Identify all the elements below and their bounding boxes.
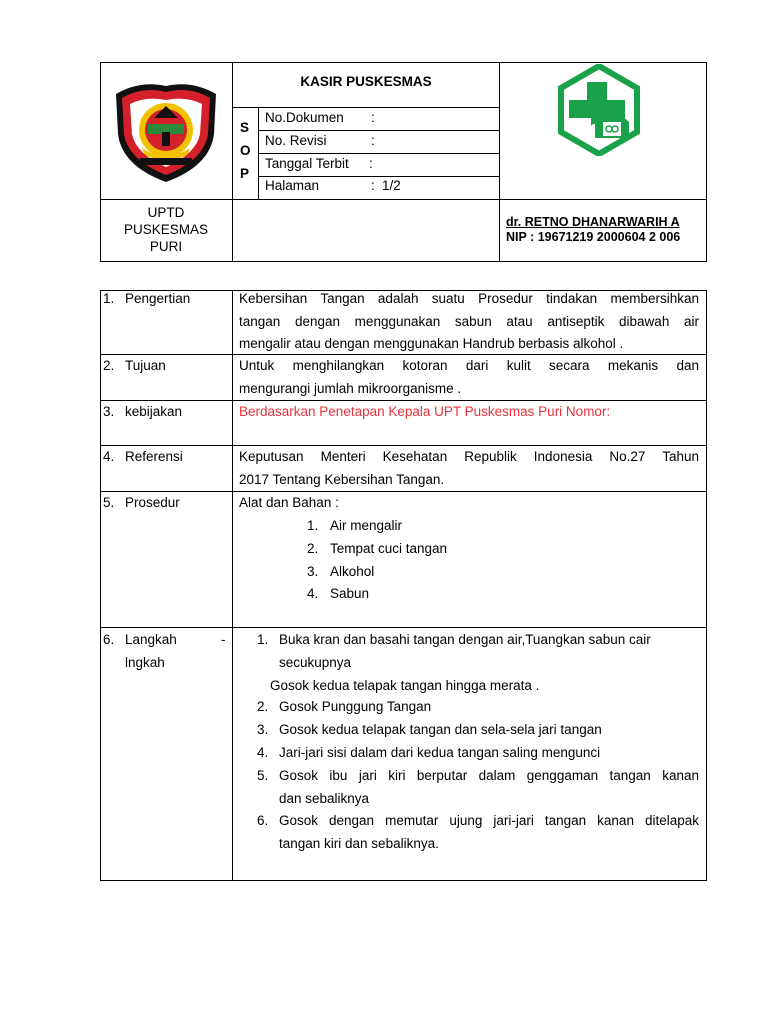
step-text: Gosok Punggung Tangan	[279, 699, 432, 714]
step-text: Gosok kedua telapak tangan dan sela-sela jari tangan	[279, 722, 602, 737]
field-colon: :	[369, 156, 373, 171]
list-item: Alkohol	[330, 564, 375, 579]
step-text: Gosok ibu jari kiri berputar dalam genggaman tangan kanan	[279, 768, 699, 783]
step-number: 4.	[257, 745, 269, 760]
list-item: Air mengalir	[330, 518, 403, 533]
field-colon: :	[371, 133, 375, 148]
step-text: Jari-jari sisi dalam dari kedua tangan saling mengunci	[279, 745, 601, 760]
signer-nip: NIP : 19671219 2000604 2 006	[506, 230, 681, 244]
list-item-number: 1.	[307, 518, 319, 533]
row-title: Prosedur	[125, 495, 180, 510]
unit-name-line: PURI	[149, 239, 183, 254]
row-title: Referensi	[125, 449, 183, 464]
field-label-halaman: Halaman	[265, 178, 320, 193]
step-number: 2.	[257, 699, 269, 714]
row-title: Pengertian	[125, 291, 191, 306]
field-label-no-revisi: No. Revisi	[265, 133, 327, 148]
unit-name-line: UPTD	[147, 205, 185, 220]
step-text: secukupnya	[279, 655, 352, 670]
puskesmas-logo	[553, 64, 645, 156]
field-colon: :	[371, 110, 375, 125]
text-line: mengurangi jumlah mikroorganisme .	[239, 381, 462, 396]
row-number: 3.	[103, 404, 115, 419]
step-number: 1.	[257, 632, 269, 647]
sop-letter-o: O	[240, 143, 251, 158]
signer-name: dr. RETNO DHANARWARIH A	[506, 215, 680, 229]
field-colon: :	[371, 178, 375, 193]
shield-emblem-icon	[110, 74, 222, 186]
regional-emblem-logo	[110, 74, 222, 186]
row-title: Tujuan	[125, 358, 166, 373]
step-subtext: Gosok kedua telapak tangan hingga merata .	[270, 678, 540, 693]
list-item-number: 4.	[307, 586, 319, 601]
step-number: 3.	[257, 722, 269, 737]
row-title: Langkah	[125, 632, 177, 647]
unit-name-line: PUSKESMAS	[123, 222, 209, 237]
text-line: Keputusan Menteri Kesehatan Republik Indonesia No.27 Tahun	[239, 449, 699, 464]
row-number: 2.	[103, 358, 115, 373]
row-number: 5.	[103, 495, 115, 510]
step-text: Buka kran dan basahi tangan dengan air,Tuangkan sabun cair	[279, 632, 651, 647]
list-item: Tempat cuci tangan	[330, 541, 448, 556]
field-value-halaman: 1/2	[382, 178, 401, 193]
row-number: 6.	[103, 632, 115, 647]
list-item-number: 2.	[307, 541, 319, 556]
step-text: dan sebaliknya	[279, 791, 370, 806]
step-number: 5.	[257, 768, 269, 783]
row-title: lngkah	[125, 655, 165, 670]
list-item-number: 3.	[307, 564, 319, 579]
text-line: 2017 Tentang Kebersihan Tangan.	[239, 472, 445, 487]
text-line: Kebersihan Tangan adalah suatu Prosedur tindakan membersihkan	[239, 291, 699, 306]
row-title: kebijakan	[125, 404, 183, 419]
row-number: 1.	[103, 291, 115, 306]
step-number: 6.	[257, 813, 269, 828]
list-item: Sabun	[330, 586, 370, 601]
sop-letter-s: S	[240, 120, 250, 135]
prosedur-intro: Alat dan Bahan :	[239, 495, 339, 510]
step-text: Gosok dengan memutar ujung jari-jari tangan kanan ditelapak	[279, 813, 699, 828]
text-line: mengalir atau dengan menggunakan Handrub berbasis alkohol .	[239, 336, 624, 351]
row-title-dash: -	[221, 632, 226, 647]
text-line: Untuk menghilangkan kotoran dari kulit secara mekanis dan	[239, 358, 699, 373]
text-line: tangan dengan menggunakan sabun atau antiseptik dibawah air	[239, 314, 699, 329]
document-title: KASIR PUSKESMAS	[300, 74, 432, 89]
field-label-tanggal-terbit: Tanggal Terbit	[265, 156, 349, 171]
row-number: 4.	[103, 449, 115, 464]
policy-text: Berdasarkan Penetapan Kepala UPT Puskesmas Puri Nomor:	[239, 404, 611, 419]
step-text: tangan kiri dan sebaliknya.	[279, 836, 439, 851]
field-label-no-dokumen: No.Dokumen	[265, 110, 344, 125]
sop-letter-p: P	[240, 166, 250, 181]
health-cross-logo-icon	[553, 64, 645, 156]
